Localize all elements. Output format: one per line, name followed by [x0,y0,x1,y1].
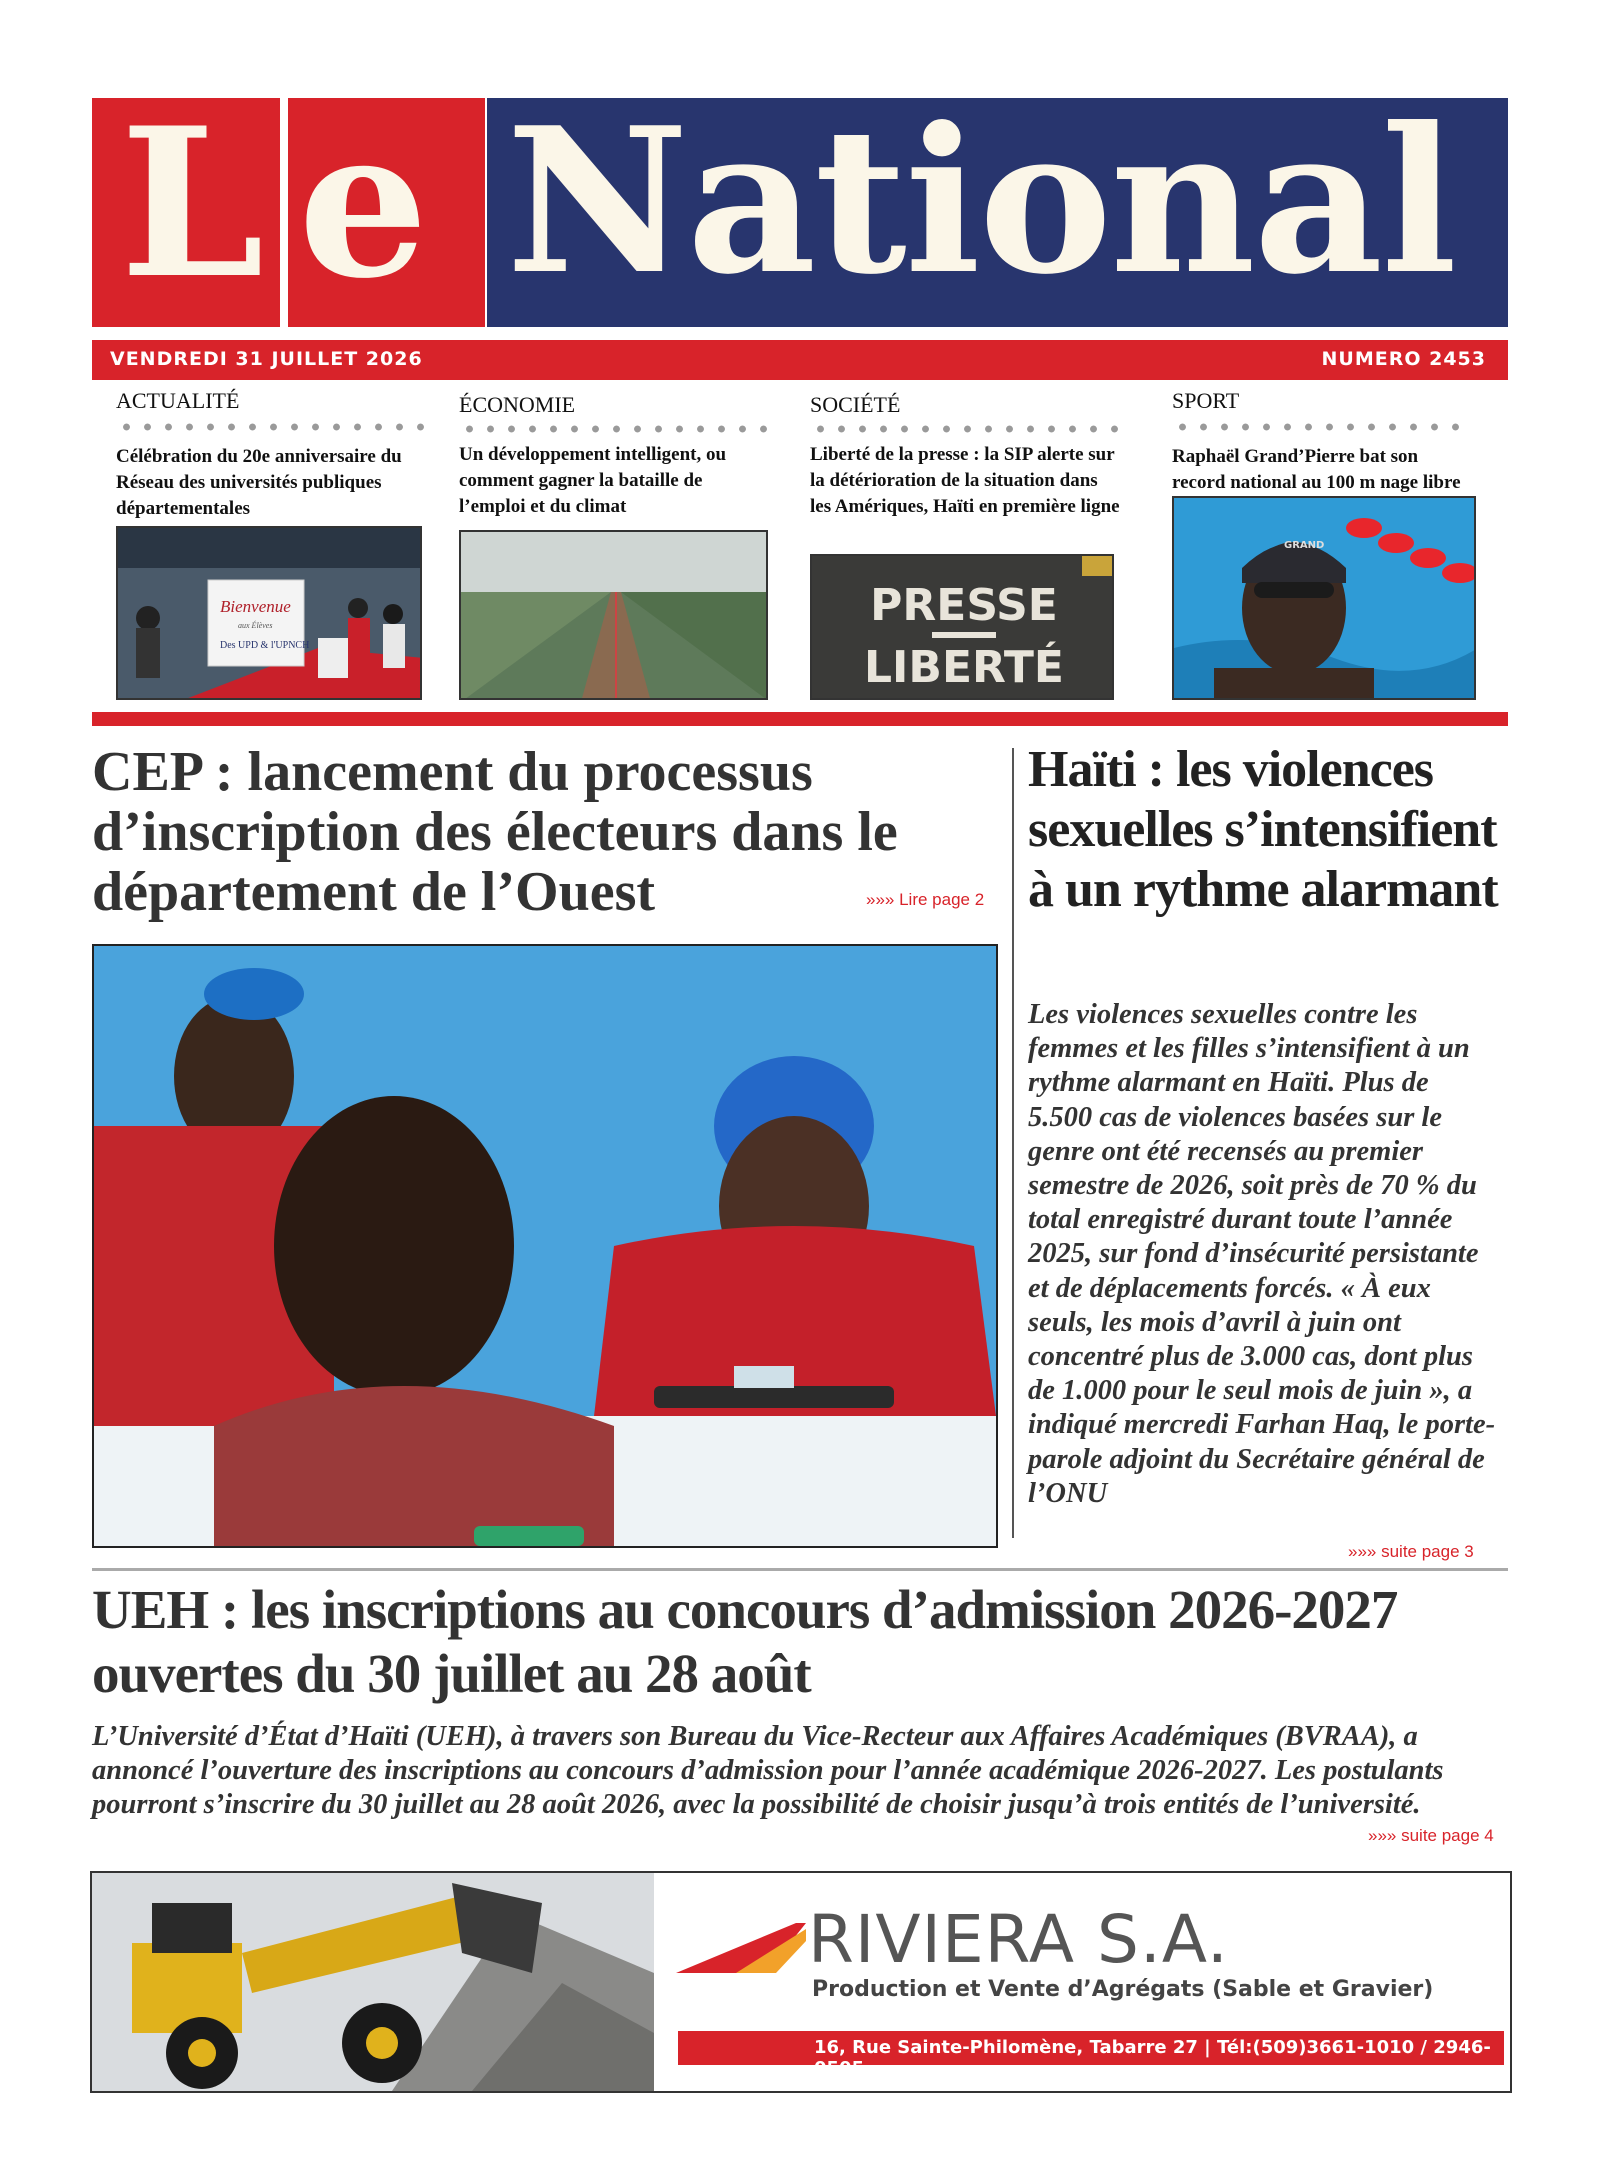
lead-headline[interactable]: CEP : lancement du processus d’inscription des électeurs dans le département de l’Ouest [92,741,898,923]
teaser-image-economie[interactable] [459,530,768,700]
teaser-image-actualite[interactable] [116,526,422,700]
svg-text:PRESSE: PRESSE [870,580,1058,631]
teaser-economie[interactable] [459,388,769,520]
svg-text:Des UPD & l'UPNCH: Des UPD & l'UPNCH [220,640,310,651]
teaser-category: ACTUALITÉ [116,388,240,413]
dateline-bar [92,340,1508,380]
side-headline[interactable]: Haïti : les violences sexuelles s’intensifient à un rythme alarmant [1028,741,1498,918]
logo-national: National [506,84,1456,319]
svg-text:aux Élèves: aux Élèves [238,621,273,630]
advertisement[interactable] [90,1871,1512,2093]
riviera-logo-icon [676,1923,806,1973]
teaser-category: ÉCONOMIE [459,392,576,417]
teaser-image-societe[interactable] [810,554,1114,700]
logo-letter-e: e [298,84,429,324]
swimmer-photo [1174,498,1476,700]
teaser-societe[interactable] [810,388,1120,520]
issue-number: NUMERO 2453 [1321,348,1486,370]
teaser-text: Raphaël Grand’Pierre bat son record national au 100 m nage libre [1172,446,1461,493]
side-continue-link[interactable]: »»» suite page 3 [1348,1542,1474,1561]
section-rule [92,1568,1508,1571]
section-divider [92,712,1508,726]
lead-photo[interactable] [92,944,998,1548]
teaser-category: SPORT [1172,388,1240,413]
ad-tagline: Production et Vente d’Agrégats (Sable et Gravier) [812,1977,1434,2002]
teaser-image-sport[interactable] [1172,496,1476,700]
ueh-continue-link[interactable]: »»» suite page 4 [1368,1826,1494,1845]
teaser-category: SOCIÉTÉ [810,392,901,417]
ad-company-name: RIVIERA S.A. [808,1901,1229,1978]
loader-truck-photo [92,1873,654,2091]
svg-text:LIBERTÉ: LIBERTÉ [864,642,1064,693]
dotted-divider [1172,422,1472,432]
press-freedom-photo [812,556,1114,700]
teaser-text: Célébration du 20e anniversaire du Réseau des universités publiques départementales [116,446,402,519]
ad-address-bar [678,2031,1504,2079]
teaser-text: Liberté de la presse : la SIP alerte sur la détérioration de la situation dans les Amériques, Haïti en première ligne [810,444,1120,517]
teaser-actualite[interactable] [116,388,426,522]
logo-letter-l: L [120,84,265,324]
column-rule [1012,748,1014,1538]
lead-continue-link[interactable]: »»» Lire page 2 [866,890,985,909]
svg-text:Bienvenue: Bienvenue [220,597,291,616]
ueh-headline[interactable]: UEH : les inscriptions au concours d’admission 2026-2027 ouvertes du 30 juillet au 28 août [92,1579,1398,1704]
event-photo [118,528,422,700]
dotted-divider [459,424,769,434]
masthead-separator [280,98,288,327]
dotted-divider [810,424,1120,434]
field-photo [461,532,768,700]
voter-registration-photo [94,946,996,1546]
ueh-body: L’Université d’État d’Haïti (UEH), à travers son Bureau du Vice-Recteur aux Affaires Académiques (BVRAA), a annoncé l’ouverture des inscriptions au concours d’admission pour l’année académique 2026-2027. Les postulants pourront s’inscrire du 30 juillet au 28 août 2026, avec la possibilité de choisir jusqu’à trois entités de l’université. [92,1721,1444,1820]
issue-date: VENDREDI 31 JUILLET 2026 [110,348,423,370]
dotted-divider [116,422,426,432]
teaser-sport[interactable] [1172,388,1472,496]
ad-address: 16, Rue Sainte-Philomène, Tabarre 27 | Tél:(509)3661-1010 / 2946-0505 [814,2037,1491,2079]
side-body: Les violences sexuelles contre les femmes et les filles s’intensifient à un rythme alarmant en Haïti. Plus de 5.500 cas de violences basées sur le genre ont été recensés au premier semestre de 2026, soit près de 70 % du total enregistré durant toute l’année 2025, sur fond d’insécurité persistante et de déplacements forcés. « À eux seuls, les mois d’avril à juin ont concentré plus de 3.000 cas, dont plus de 1.000 pour le seul mois de juin », a indiqué mercredi Farhan Haq, le porte-parole adjoint du Secrétaire général de l’ONU [1028,999,1496,1509]
svg-text:GRAND: GRAND [1284,540,1325,551]
teaser-text: Un développement intelligent, ou comment gagner la bataille de l’emploi et du climat [459,444,727,517]
